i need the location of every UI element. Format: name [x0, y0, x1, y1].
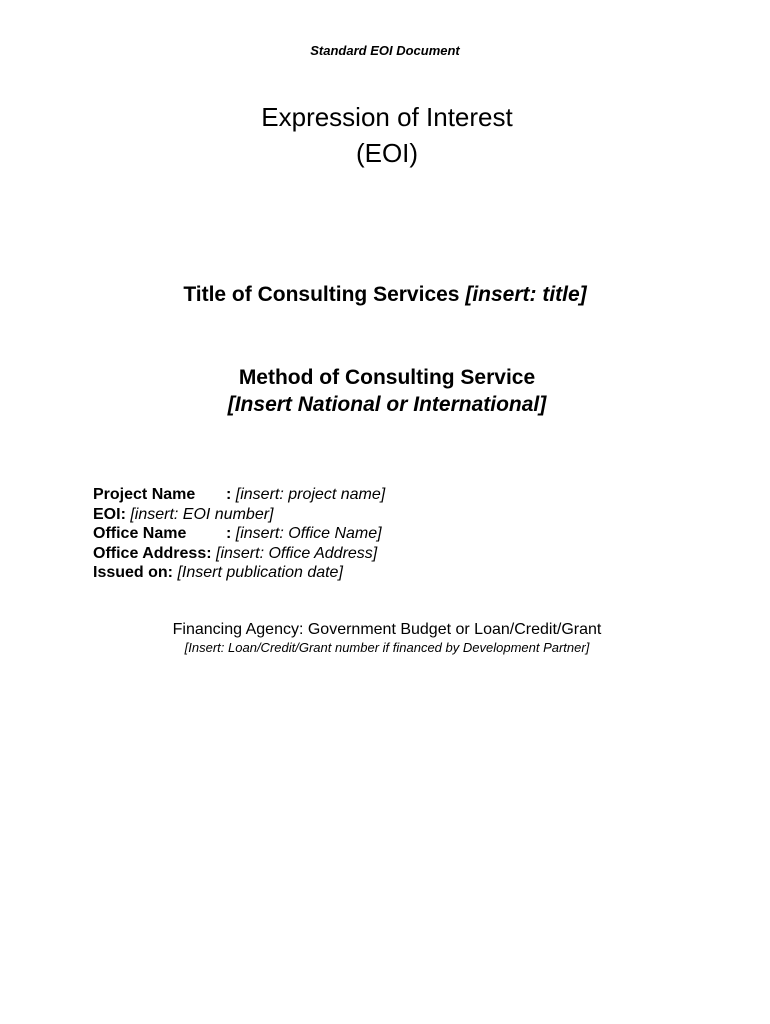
consulting-title-insert: [insert: title] — [465, 283, 587, 306]
office-address-value: [insert: Office Address] — [211, 544, 378, 562]
project-name-value: [insert: project name] — [235, 486, 386, 503]
eoi-details — [93, 485, 693, 583]
issued-on-row — [93, 563, 693, 583]
project-name-label: Project Name — [93, 486, 196, 503]
office-name-value: [insert: Office Name] — [235, 525, 382, 542]
document-title — [0, 99, 770, 171]
consulting-method — [0, 364, 770, 418]
financing-note: [Insert: Loan/Credit/Grant number if financed by Development Partner] — [184, 640, 590, 655]
project-name-row — [93, 485, 693, 505]
eoi-value: [insert: EOI number] — [125, 505, 274, 523]
consulting-title-label: Title of Consulting Services — [183, 283, 466, 306]
method-insert: [Insert National or International] — [227, 393, 547, 416]
financing-agency: Financing Agency: Government Budget or Loan/Credit/Grant — [172, 621, 602, 638]
office-name-separator: : — [226, 525, 236, 542]
document-header: Standard EOI Document — [310, 43, 460, 58]
issued-on-label: Issued on: — [93, 564, 174, 581]
title-line-1: Expression of Interest — [261, 102, 513, 132]
project-name-separator: : — [226, 486, 236, 503]
title-line-2: (EOI) — [355, 138, 419, 168]
office-address-label: Office Address: — [93, 544, 212, 562]
eoi-label: EOI: — [93, 505, 126, 523]
office-name-row — [93, 524, 693, 544]
office-address-row — [93, 544, 693, 564]
consulting-services-title — [0, 283, 770, 307]
office-name-label: Office Name — [93, 525, 187, 542]
method-label: Method of Consulting Service — [238, 366, 536, 389]
issued-on-value: [Insert publication date] — [173, 564, 343, 581]
eoi-row — [93, 505, 693, 525]
